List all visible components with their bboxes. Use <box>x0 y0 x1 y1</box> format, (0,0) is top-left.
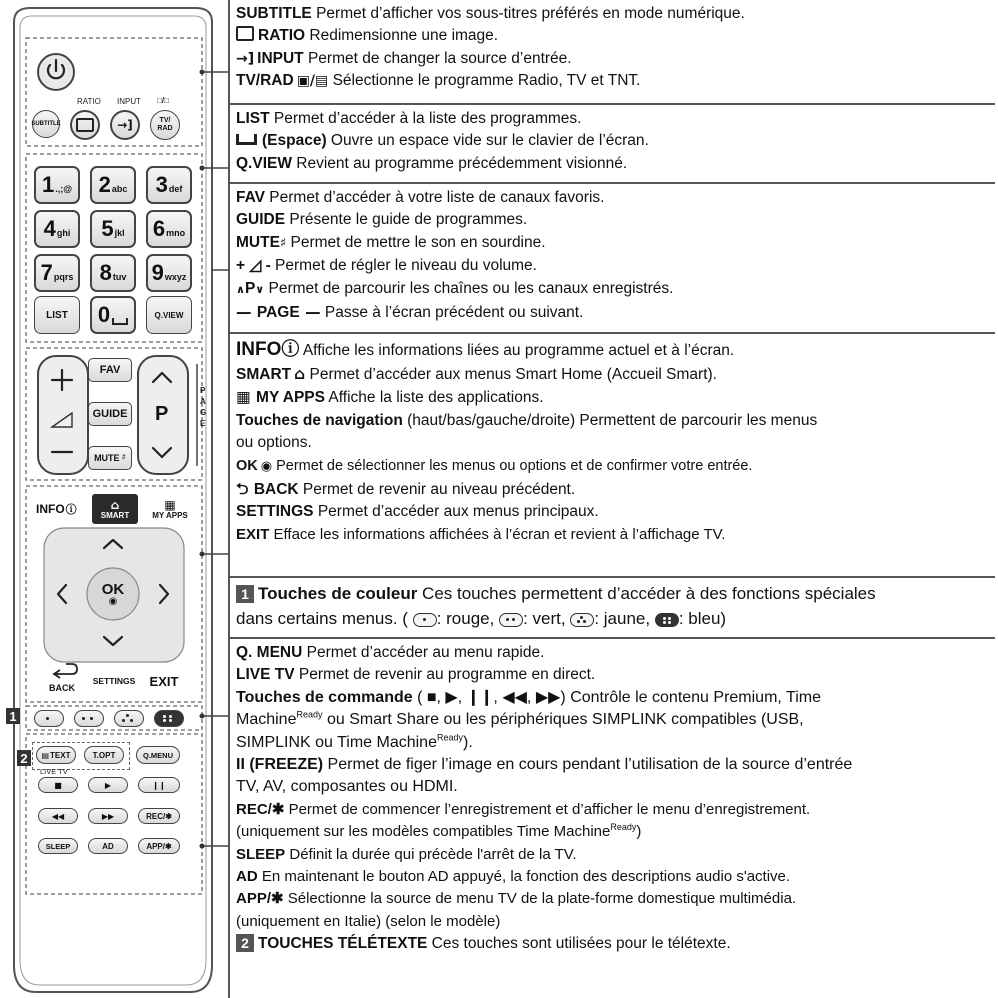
subtitle-button[interactable]: SUBTITLE <box>32 110 60 138</box>
guide-button[interactable]: GUIDE <box>88 402 132 426</box>
number-key-1[interactable] <box>34 166 80 204</box>
yellow-key-icon <box>570 613 594 627</box>
ratio-icon <box>236 26 254 41</box>
freeze-desc-cont: TV, AV, composantes ou HDMI. <box>236 778 458 796</box>
program-desc: Permet de parcourir les chaînes ou les canaux enregistrés. <box>264 279 674 297</box>
number-key-digit: 8 <box>99 260 112 285</box>
nav-right-button[interactable] <box>152 578 176 612</box>
input-desc: Permet de changer la source d’entrée. <box>303 49 572 67</box>
number-key-6[interactable] <box>146 210 192 248</box>
info-button[interactable]: INFO ⓘ <box>36 502 77 516</box>
command-keys-desc-3a: SIMPLINK ou Time Machine <box>236 733 437 751</box>
section-2-badge: 2 <box>236 934 254 952</box>
chevron-down-icon: ∨ <box>255 282 265 296</box>
ad-term: AD <box>236 868 258 886</box>
space-desc: Ouvre un espace vide sur le clavier de l’écran. <box>326 132 649 150</box>
ad-desc: En maintenant le bouton AD appuyé, la fonction des descriptions audio s'active. <box>257 868 791 886</box>
sleep-term: SLEEP <box>236 845 286 863</box>
page-letter: A <box>200 397 206 406</box>
command-keys-desc-2b: ou Smart Share ou les périphériques SIMPLINK compatibles (USB, <box>322 711 804 729</box>
back-arrow-icon: ⮌ <box>236 480 254 499</box>
app-term: APP/✱ <box>236 890 284 908</box>
key-dot-icon <box>130 719 133 722</box>
section-numpad <box>228 103 995 182</box>
page-letter: E <box>200 419 206 428</box>
input-icon: →] <box>117 118 133 132</box>
mute-icon: ♯ <box>279 235 287 251</box>
blue-key-icon <box>655 613 679 627</box>
section-color-keys <box>228 576 995 637</box>
rewind-icon: ◀◀ <box>51 811 65 821</box>
list-button[interactable]: LIST <box>34 296 80 334</box>
smart-term: SMART <box>236 366 292 383</box>
fav-desc: Permet d’accéder à votre liste de canaux favoris. <box>265 189 605 206</box>
nav-up-button[interactable] <box>96 532 130 554</box>
zero-space-button[interactable]: 0 <box>90 296 136 334</box>
qview-button[interactable]: Q.VIEW <box>146 296 192 334</box>
exit-term: EXIT <box>236 525 270 543</box>
ready-sup-2: Ready <box>436 732 463 743</box>
key-dot-icon <box>122 719 125 722</box>
fav-term: FAV <box>236 189 265 206</box>
list-desc: Permet d’accéder à la liste des programmes. <box>269 110 582 127</box>
teletext-term: TOUCHES TÉLÉTEXTE <box>258 935 428 953</box>
ratio-desc: Redimensionne une image. <box>305 27 499 45</box>
rec-desc-cont-b: ) <box>636 823 642 841</box>
number-key-letters: tuv <box>112 272 127 282</box>
number-key-8[interactable] <box>90 254 136 292</box>
back-term: BACK <box>253 481 299 499</box>
rec-button[interactable]: REC/✱ <box>138 808 180 824</box>
command-keys-desc-2a: Machine <box>236 711 297 729</box>
topt-button[interactable]: T.OPT <box>84 746 124 764</box>
space-icon <box>236 134 257 145</box>
number-key-letters: ghi <box>56 228 71 238</box>
number-key-4[interactable] <box>34 210 80 248</box>
input-button[interactable] <box>110 110 140 140</box>
settings-button[interactable]: SETTINGS <box>92 676 136 686</box>
ratio-button[interactable] <box>70 110 100 140</box>
tv-radio-label: □/□ <box>157 96 169 105</box>
fast-forward-button[interactable] <box>88 808 128 824</box>
section-1-badge: 1 <box>236 585 254 603</box>
page-left-icon: — <box>236 303 257 322</box>
ok-button[interactable]: OK ◉ <box>101 580 125 607</box>
page-term: PAGE <box>256 304 300 322</box>
smart-desc: Permet d’accéder aux menus Smart Home (Accueil Smart). <box>305 366 717 383</box>
guide-desc: Présente le guide de programmes. <box>285 211 528 229</box>
navigation-term: Touches de navigation <box>236 411 403 429</box>
number-key-digit: 2 <box>98 172 111 197</box>
pause-icon: ❙❙ <box>152 780 166 790</box>
home-icon: ⌂ <box>110 497 120 512</box>
app-desc-cont: (uniquement en Italie) (selon le modèle) <box>236 912 501 930</box>
home-icon: ⌂ <box>294 365 306 383</box>
volume-term: + ◿ - <box>236 257 271 275</box>
tvrad-term: TV/RAD <box>236 72 294 90</box>
guide-term: GUIDE <box>236 211 286 229</box>
rec-desc: Permet de commencer l’enregistrement et d’afficher le menu d’enregistrement. <box>284 800 811 818</box>
space-term: (Espace) <box>262 132 327 150</box>
command-keys-term: Touches de commande <box>236 688 413 706</box>
text-icon: ▤ <box>41 750 50 760</box>
number-key-3[interactable] <box>146 166 192 204</box>
number-key-letters: jkl <box>114 228 125 238</box>
qview-term: Q.VIEW <box>236 154 292 172</box>
mute-desc: Permet de mettre le son en sourdine. <box>286 233 546 251</box>
section-top-buttons <box>228 0 995 103</box>
color-keys-desc-cont: dans certains menus. ( <box>236 609 408 628</box>
exit-button[interactable]: EXIT <box>149 673 179 689</box>
key-dot-icon <box>82 717 85 720</box>
text-button[interactable]: ▤ TEXT <box>36 746 76 764</box>
number-key-digit: 1 <box>41 172 55 197</box>
sleep-desc: Définit la durée qui précède l'arrêt de la TV. <box>285 845 577 863</box>
info-desc: Affiche les informations liées au programme actuel et à l’écran. <box>299 342 735 359</box>
subtitle-term: SUBTITLE <box>236 5 312 22</box>
program-term: P <box>244 279 256 297</box>
number-key-9[interactable] <box>146 254 192 292</box>
section-teletext-media <box>228 637 995 998</box>
key-dot-icon <box>46 717 49 720</box>
chevron-up-icon: ∧ <box>236 282 245 296</box>
callout-2-badge: 2 <box>17 750 31 766</box>
number-key-digit: 7 <box>40 260 53 285</box>
myapps-desc: Affiche la liste des applications. <box>324 389 544 407</box>
nav-left-button[interactable] <box>50 578 74 612</box>
yellow-key-label: : jaune, <box>594 609 655 628</box>
tvrad-desc: Sélectionne le programme Radio, TV et TNT. <box>328 72 641 90</box>
fast-forward-icon: ▶▶ <box>101 811 115 821</box>
teletext-desc: Ces touches sont utilisées pour le télétexte. <box>427 935 731 953</box>
rewind-button[interactable] <box>38 808 78 824</box>
sleep-button[interactable]: SLEEP <box>38 838 78 854</box>
number-key-7[interactable] <box>34 254 80 292</box>
ad-button[interactable]: AD <box>88 838 128 854</box>
back-desc: Permet de revenir au niveau précédent. <box>298 481 576 499</box>
number-key-digit: 4 <box>43 216 56 241</box>
smart-button[interactable]: ⌂ SMART <box>92 494 138 524</box>
my-apps-button[interactable]: ▦ MY APPS <box>152 497 188 520</box>
blue-key-label: : bleu) <box>678 609 727 628</box>
number-key-letters: abc <box>111 184 128 194</box>
section-volume-program <box>228 182 995 332</box>
settings-desc: Permet d’accéder aux menus principaux. <box>313 503 599 521</box>
input-term: INPUT <box>257 49 304 67</box>
number-key-digit: 3 <box>155 172 168 197</box>
rec-desc-cont-a: (uniquement sur les modèles compatibles Time Machine <box>236 823 611 841</box>
qview-desc: Revient au programme précédemment visionné. <box>291 154 628 172</box>
app-button[interactable]: APP/✱ <box>138 838 180 854</box>
pause-button[interactable] <box>138 777 180 793</box>
info-term: INFO <box>236 339 282 360</box>
freeze-desc: Permet de figer l’image en cours pendant l’utilisation de la source d’entrée <box>323 756 853 774</box>
live-tv-label: LIVE TV <box>40 767 68 776</box>
red-key-button[interactable] <box>34 710 64 727</box>
play-icon: ▶ <box>104 780 112 790</box>
page-letter: P <box>200 386 206 395</box>
exit-desc: Efface les informations affichées à l’écran et revient à l’affichage TV. <box>269 525 726 543</box>
red-key-icon <box>413 613 437 627</box>
green-key-button[interactable] <box>74 710 104 727</box>
number-key-2[interactable] <box>90 166 136 204</box>
apps-grid-icon: ▦ <box>164 497 176 512</box>
ready-sup-1: Ready <box>296 709 323 720</box>
page-desc: Passe à l’écran précédent ou suivant. <box>320 304 584 322</box>
color-keys-term: Touches de couleur <box>258 584 418 603</box>
color-keys-desc: Ces touches permettent d’accéder à des fonctions spéciales <box>417 584 876 603</box>
ready-sup-3: Ready <box>610 822 637 833</box>
ok-term: OK <box>236 457 258 474</box>
number-key-digit: 9 <box>151 260 164 285</box>
back-label: BACK <box>49 683 75 693</box>
page-right-icon: — <box>299 303 321 322</box>
volume-rocker[interactable] <box>38 356 88 474</box>
page-letter: G <box>200 408 207 417</box>
qmenu-desc: Permet d’accéder au menu rapide. <box>302 644 545 661</box>
space-icon <box>112 318 128 325</box>
key-dot-icon <box>163 715 166 718</box>
info-icon: ⓘ <box>281 339 300 360</box>
callout-1-badge: 1 <box>6 708 20 724</box>
program-label: P <box>155 403 169 425</box>
volume-desc: Permet de régler le niveau du volume. <box>270 257 537 275</box>
stop-icon: ■ <box>54 780 62 790</box>
key-dot-icon <box>163 719 166 722</box>
ok-dot-icon: ◉ <box>108 595 118 607</box>
qmenu-button[interactable]: Q.MENU <box>136 746 180 764</box>
stop-button[interactable] <box>38 777 78 793</box>
command-keys-desc: ( ■, ▶, ❙❙, ◀◀, ▶▶) Contrôle le contenu Premium, Time <box>412 688 821 706</box>
play-button[interactable] <box>88 777 128 793</box>
input-label: INPUT <box>117 97 141 106</box>
apps-grid-icon: ▦ <box>236 388 257 407</box>
number-key-digit: 5 <box>101 216 114 241</box>
input-icon: →] <box>236 50 255 67</box>
ok-dot-icon: ◉ <box>260 458 273 474</box>
myapps-term: MY APPS <box>256 389 325 407</box>
blue-key-button[interactable] <box>154 710 184 727</box>
navigation-desc: (haut/bas/gauche/droite) Permettent de parcourir les menus <box>402 411 818 429</box>
green-key-label: : vert, <box>523 609 571 628</box>
ratio-icon <box>76 118 94 132</box>
livetv-term: LIVE TV <box>236 666 295 684</box>
number-key-letters: pqrs <box>53 272 74 282</box>
mute-icon: ♯ <box>121 453 126 463</box>
ratio-label: RATIO <box>77 97 101 106</box>
number-key-5[interactable] <box>90 210 136 248</box>
ok-desc: Permet de sélectionner les menus ou options et de confirmer votre entrée. <box>272 457 753 474</box>
key-dot-icon <box>126 714 129 717</box>
section-navigation <box>228 332 995 576</box>
rec-term: REC/✱ <box>236 800 285 818</box>
list-term: LIST <box>236 110 270 127</box>
app-desc: Sélectionne la source de menu TV de la plate-forme domestique multimédia. <box>283 890 797 908</box>
command-keys-desc-3b: ). <box>462 733 473 751</box>
tv-radio-icons: ▣/▤ <box>296 73 329 90</box>
mute-term: MUTE <box>236 233 280 251</box>
power-button[interactable] <box>38 54 74 90</box>
green-key-icon <box>499 613 523 627</box>
nav-down-button[interactable] <box>96 632 130 654</box>
qmenu-term: Q. MENU <box>236 644 303 661</box>
info-icon: ⓘ <box>65 503 77 516</box>
key-dot-icon <box>169 719 172 722</box>
red-key-label: : rouge, <box>436 609 500 628</box>
subtitle-desc: Permet d’afficher vos sous-titres préférés en mode numérique. <box>311 5 745 22</box>
navigation-desc-cont: ou options. <box>236 434 312 452</box>
number-key-digit: 6 <box>152 216 166 241</box>
number-key-letters: .,;@ <box>55 184 73 194</box>
tv-rad-button[interactable]: TV/ RAD <box>150 110 180 140</box>
freeze-term: II (FREEZE) <box>236 756 324 774</box>
key-dot-icon <box>90 717 93 720</box>
number-key-letters: def <box>168 184 183 194</box>
mute-button[interactable]: MUTE ♯ <box>88 446 132 470</box>
key-dot-icon <box>169 715 172 718</box>
yellow-key-button[interactable] <box>114 710 144 727</box>
settings-term: SETTINGS <box>236 503 314 521</box>
number-key-letters: wxyz <box>164 272 187 282</box>
number-key-letters: mno <box>166 228 186 238</box>
fav-button[interactable]: FAV <box>88 358 132 382</box>
ratio-term: RATIO <box>258 27 306 45</box>
livetv-desc: Permet de revenir au programme en direct. <box>294 666 596 684</box>
